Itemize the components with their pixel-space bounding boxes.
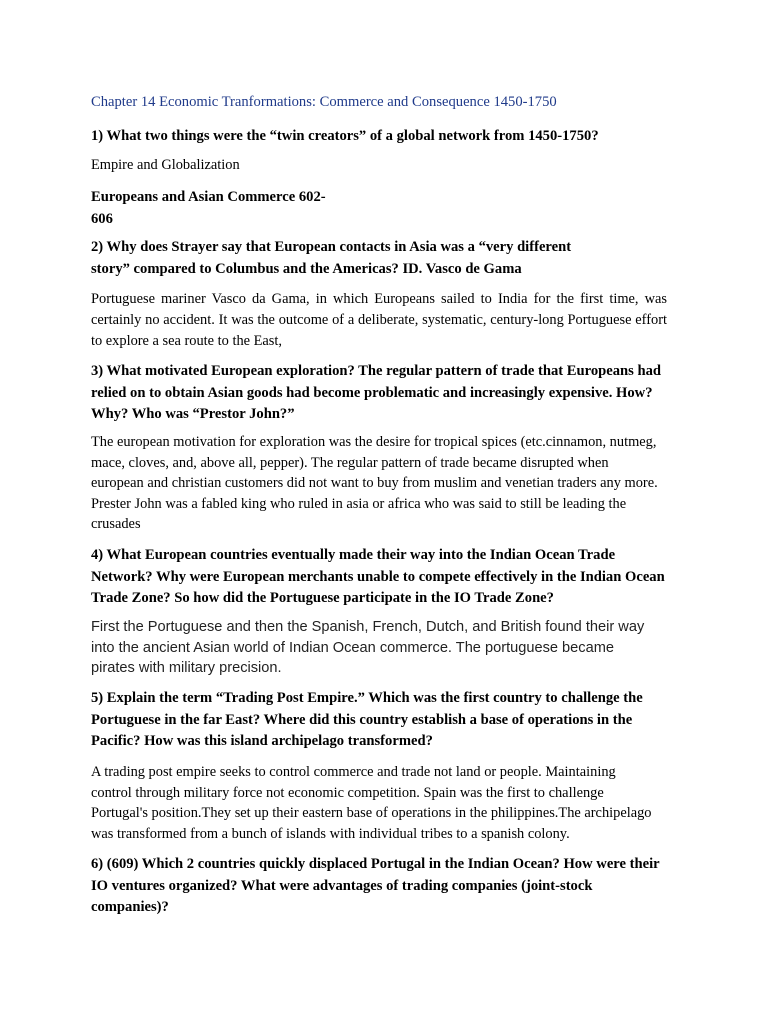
- answer-4: First the Portuguese and then the Spanish, French, Dutch, and British found their way into the ancient Asian world of Indian Ocean commerce. The portuguese became pirates with military precision.: [91, 619, 645, 676]
- question-4: 4) What European countries eventually made their way into the Indian Ocean Trade Network? Why were European merchants unable to compete effectively in the Indian Ocean Trade Zone? So how did the Portuguese participate in the IO Trade Zone?: [91, 547, 665, 606]
- answer-3: The european motivation for exploration was the desire for tropical spices (etc.cinnamon, nutmeg, mace, cloves, and, above all, pepper). The regular pattern of trade became disrupted when european and christian customers did not want to buy from muslim and venetian traders any more. Prester John was a fabled king who ruled in asia or africa who was said to still be leading the crusades: [91, 434, 658, 532]
- question-2-line-2: story” compared to Columbus and the Americas? ID. Vasco de Gama: [91, 260, 522, 277]
- question-2: [91, 237, 669, 280]
- question-3: 3) What motivated European exploration? The regular pattern of trade that Europeans had relied on to obtain Asian goods had become problematic and increasingly expensive. How? Why? Who was “Prestor John?”: [91, 363, 661, 422]
- section-heading-line-1: Europeans and Asian Commerce 602-: [91, 189, 326, 205]
- answer-2: Portuguese mariner Vasco da Gama, in which Europeans sailed to India for the first time, was certainly no accident. It was the outcome of a deliberate, systematic, century-long Portuguese effort to explore a sea route to the East,: [91, 291, 667, 349]
- answer-5: A trading post empire seeks to control commerce and trade not land or people. Maintaining control through military force not economic competition. Spain was the first to challenge Portugal's position.They set up their eastern base of operations in the philippines.The archipelago was transformed from a bunch of islands with individual tribes to a spanish colony.: [91, 764, 652, 842]
- document-title: Chapter 14 Economic Tranformations: Commerce and Consequence 1450-1750: [91, 94, 557, 110]
- question-5: 5) Explain the term “Trading Post Empire.” Which was the first country to challenge the Portuguese in the far East? Where did this country establish a base of operations in the Pacific? How was this island archipelago transformed?: [91, 690, 643, 749]
- question-2-line-1: 2) Why does Strayer say that European contacts in Asia was a “very different: [91, 239, 572, 255]
- question-1: 1) What two things were the “twin creators” of a global network from 1450-1750?: [91, 128, 599, 144]
- answer-1: Empire and Globalization: [91, 157, 240, 173]
- section-heading: [91, 187, 669, 230]
- question-6: 6) (609) Which 2 countries quickly displaced Portugal in the Indian Ocean? How were their IO ventures organized? What were advantages of trading companies (joint-stock companies)?: [91, 856, 660, 915]
- section-heading-line-2: 606: [91, 210, 113, 227]
